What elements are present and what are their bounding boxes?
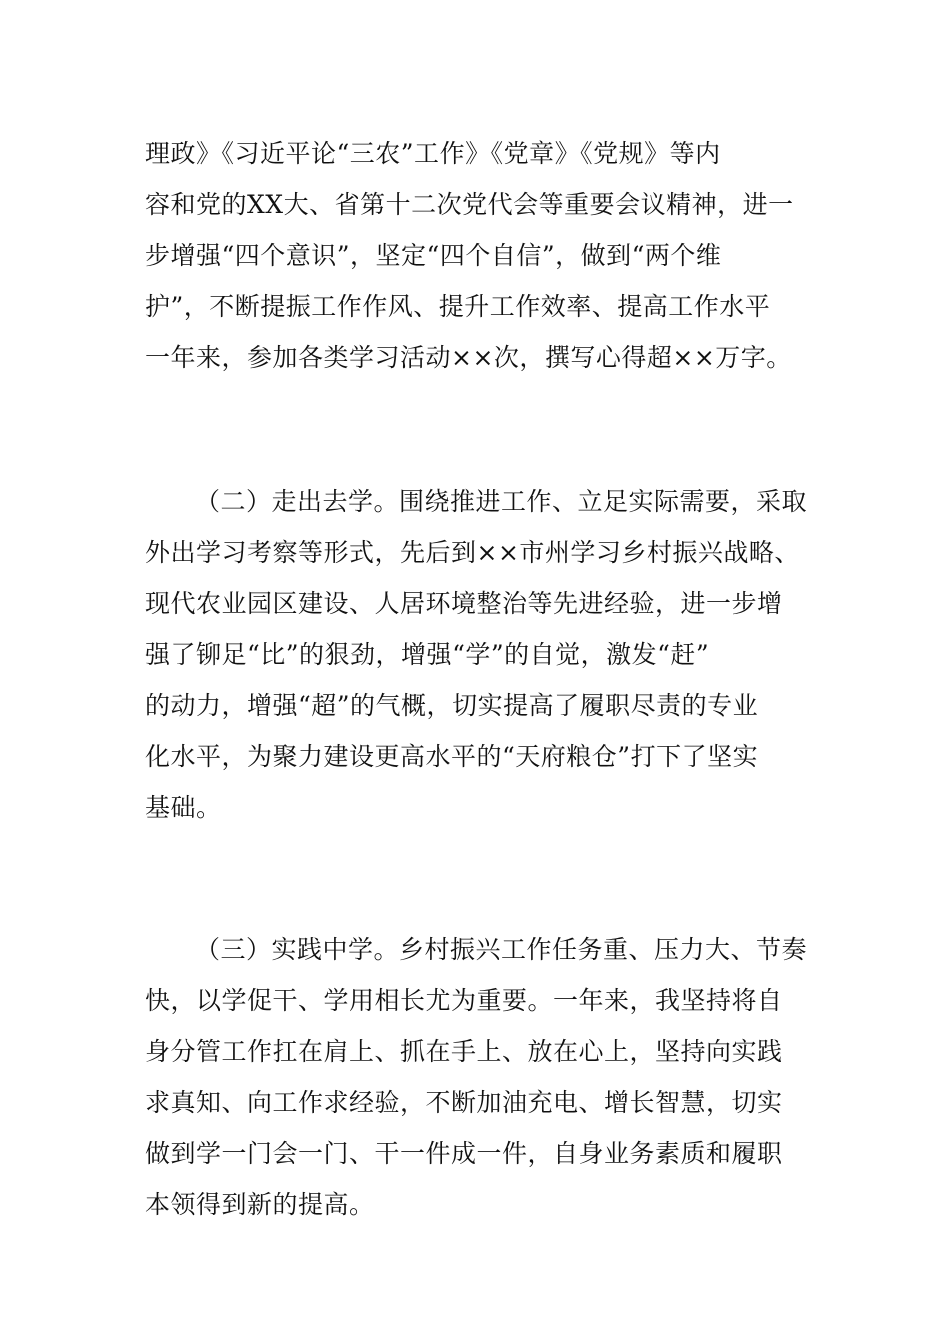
text-line: 做到学一门会一门、干一件成一件，自身业务素质和履职 [145, 1139, 783, 1168]
text-line: （三）实践中学。乡村振兴工作任务重、压力大、节奏 [195, 935, 808, 964]
paragraph-study-theory [145, 128, 810, 383]
text-line: 外出学习考察等形式，先后到××市州学习乡村振兴战略、 [145, 538, 800, 567]
text-line: 容和党的XX大、省第十二次党代会等重要会议精神，进一 [145, 190, 794, 219]
paragraph-learn-in-practice [145, 924, 810, 1230]
text-line: 的动力，增强“超”的气概，切实提高了履职尽责的专业 [145, 691, 759, 720]
text-line: 化水平，为聚力建设更高水平的“天府粮仓”打下了坚实 [145, 742, 759, 771]
paragraph-go-out-learn [145, 476, 810, 833]
text-line: 身分管工作扛在肩上、抓在手上、放在心上，坚持向实践 [145, 1037, 783, 1066]
text-line: 强了铆足“比”的狠劲，增强“学”的自觉，激发“赶” [145, 640, 710, 669]
text-line: 步增强“四个意识”，坚定“四个自信”，做到“两个维 [145, 241, 722, 270]
text-line: 基础。 [145, 793, 222, 822]
text-line: 护”，不断提振工作作风、提升工作效率、提高工作水平 [145, 292, 771, 321]
text-line: （二）走出去学。围绕推进工作、立足实际需要，采取 [195, 487, 808, 516]
text-line: 现代农业园区建设、人居环境整治等先进经验，进一步增 [145, 589, 783, 618]
text-line: 一年来，参加各类学习活动××次，撰写心得超××万字。 [145, 343, 792, 372]
text-line: 快，以学促干、学用相长尤为重要。一年来，我坚持将自 [145, 986, 783, 1015]
text-line: 求真知、向工作求经验，不断加油充电、增长智慧，切实 [145, 1088, 783, 1117]
text-line: 本领得到新的提高。 [145, 1190, 375, 1219]
text-line: 理政》《习近平论“三农”工作》《党章》《党规》等内 [145, 139, 721, 168]
